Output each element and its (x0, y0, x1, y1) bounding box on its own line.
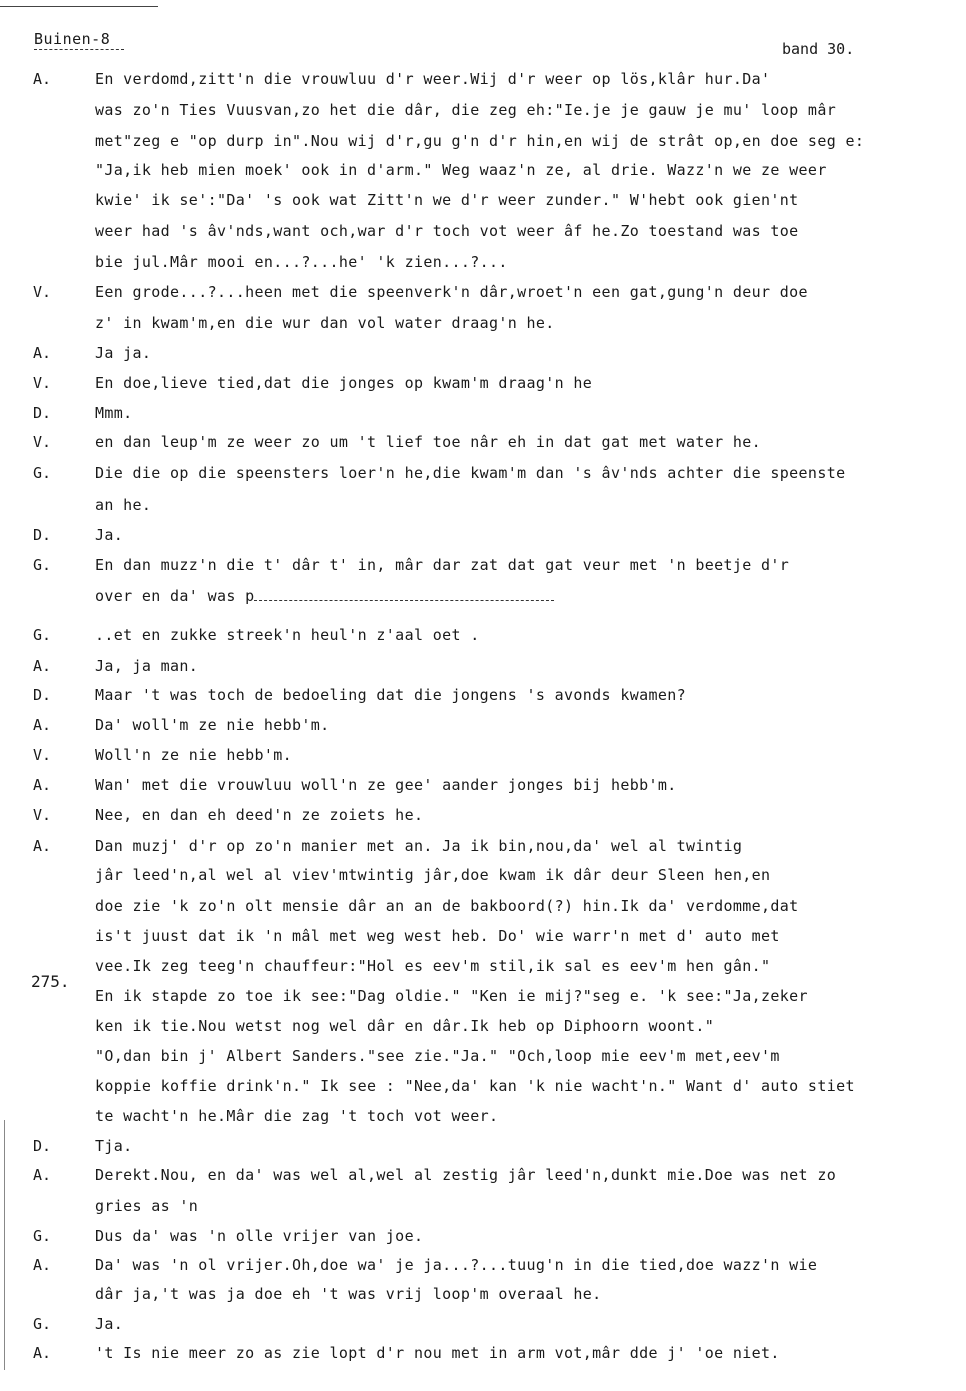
transcript-line: an he. (95, 496, 152, 514)
transcript-line: z' in kwam'm,en die wur dan vol water draag'n he. (95, 314, 555, 332)
speaker-label: G. (33, 464, 52, 482)
transcript-line: Die die op die speensters loer'n he,die kwam'm dan 's âv'nds achter die speenste (95, 464, 846, 482)
transcript-line: en dan leup'm ze weer zo um 't lief toe nâr eh in dat gat met water he. (95, 433, 762, 451)
transcript-line: Maar 't was toch de bedoeling dat die jongens 's avonds kwamen? (95, 686, 686, 704)
transcript-line: Wan' met die vrouwluu woll'n ze gee' aander jonges bij hebb'm. (95, 776, 677, 794)
transcript-line: vee.Ik zeg teeg'n chauffeur:"Hol es eev'm stil,ik sal es eev'm hen gân." (95, 957, 771, 975)
speaker-label: G. (33, 1315, 52, 1333)
document-title-text: Buinen-8 (34, 30, 111, 48)
transcript-line: kwie' ik se':"Da' 's ook wat Zitt'n we d'r weer zunder." W'hebt ook gien'nt (95, 191, 799, 209)
transcript-line: "O,dan bin j' Albert Sanders."see zie."Ja." "Och,loop mie eev'm met,eev'm (95, 1047, 780, 1065)
transcript-line: Da' woll'm ze nie hebb'm. (95, 716, 330, 734)
speaker-label: D. (33, 526, 52, 544)
speaker-label: G. (33, 556, 52, 574)
transcript-line: En doe,lieve tied,dat die jonges op kwam'm draag'n he (95, 374, 593, 392)
transcript-line: ken ik tie.Nou wetst nog wel dâr en dâr.Ik heb op Diphoorn woont." (95, 1017, 715, 1035)
title-underline (34, 49, 124, 50)
transcript-line: is't juust dat ik 'n mâl met weg west heb. Do' wie warr'n met d' auto met (95, 927, 780, 945)
band-label: band 30. (782, 40, 855, 58)
transcript-line: Nee, en dan eh deed'n ze zoiets he. (95, 806, 424, 824)
transcript-line: jâr leed'n,al wel al viev'mtwintig jâr,doe kwam ik dâr deur Sleen hen,en (95, 866, 771, 884)
speaker-label: A. (33, 1166, 52, 1184)
speaker-label: V. (33, 433, 52, 451)
transcript-line: "Ja,ik heb mien moek' ook in d'arm." Weg waaz'n ze, al drie. Wazz'n we ze weer (95, 161, 827, 179)
speaker-label: A. (33, 776, 52, 794)
page-reference: 275. (31, 972, 70, 991)
transcript-line: Een grode...?...heen met die speenverk'n dâr,wroet'n een gat,gung'n deur doe (95, 283, 808, 301)
transcript-line (95, 587, 554, 605)
transcript-line: 't Is nie meer zo as zie lopt d'r nou met in arm vot,mâr dde j' 'oe niet. (95, 1344, 780, 1362)
transcript-line: dâr ja,'t was ja doe eh 't was vrij loop'm overaal he. (95, 1285, 602, 1303)
transcript-line: was zo'n Ties Vuusvan,zo het die dâr, die zeg eh:"Ie.je je gauw je mu' loop mâr (95, 101, 837, 119)
document-title (34, 30, 110, 48)
speaker-label: V. (33, 374, 52, 392)
speaker-label: G. (33, 626, 52, 644)
speaker-label: A. (33, 657, 52, 675)
speaker-label: V. (33, 283, 52, 301)
transcript-line: doe zie 'k zo'n olt mensie dâr an an de bakboord(?) hin.Ik da' verdomme,dat (95, 897, 799, 915)
transcript-line: En ik stapde zo toe ik see:"Dag oldie." "Ken ie mij?"seg e. 'k see:"Ja,zeker (95, 987, 808, 1005)
transcript-line: te wacht'n he.Mâr die zag 't toch vot weer. (95, 1107, 499, 1125)
transcript-line: Ja, ja man. (95, 657, 199, 675)
speaker-label: V. (33, 806, 52, 824)
speaker-label: V. (33, 746, 52, 764)
transcript-line: En dan muzz'n die t' dâr t' in, mâr dar zat dat gat veur met 'n beetje d'r (95, 556, 790, 574)
transcript-line: Ja. (95, 526, 124, 544)
transcript-line: bie jul.Mâr mooi en...?...he' 'k zien...?... (95, 253, 508, 271)
blank-rule (254, 588, 554, 601)
speaker-label: A. (33, 837, 52, 855)
transcript-line: Mmm. (95, 404, 133, 422)
speaker-label: A. (33, 1256, 52, 1274)
transcript-line: koppie koffie drink'n." Ik see : "Nee,da' kan 'k nie wacht'n." Want d' auto stiet (95, 1077, 855, 1095)
top-rule (0, 6, 158, 7)
margin-rule (4, 1120, 5, 1370)
transcript-line: ..et en zukke streek'n heul'n z'aal oet . (95, 626, 480, 644)
transcript-line: Dan muzj' d'r op zo'n manier met an. Ja ik bin,nou,da' wel al twintig (95, 837, 743, 855)
speaker-label: A. (33, 344, 52, 362)
speaker-label: A. (33, 716, 52, 734)
speaker-label: D. (33, 686, 52, 704)
transcript-line: weer had 's âv'nds,want och,war d'r toch vot weer âf he.Zo toestand was toe (95, 222, 799, 240)
transcript-line: Woll'n ze nie hebb'm. (95, 746, 292, 764)
transcript-line: gries as 'n (95, 1197, 199, 1215)
transcript-line: Ja ja. (95, 344, 152, 362)
transcript-line: Derekt.Nou, en da' was wel al,wel al zestig jâr leed'n,dunkt mie.Doe was net zo (95, 1166, 837, 1184)
speaker-label: A. (33, 1344, 52, 1362)
transcript-line: Da' was 'n ol vrijer.Oh,doe wa' je ja...?...tuug'n in die tied,doe wazz'n wie (95, 1256, 818, 1274)
transcript-line: Tja. (95, 1137, 133, 1155)
transcript-line: Dus da' was 'n olle vrijer van joe. (95, 1227, 424, 1245)
transcript-line: met"zeg e "op durp in".Nou wij d'r,gu g'n d'r hin,en wij de strât op,en doe seg e: (95, 132, 865, 150)
transcript-line: En verdomd,zitt'n die vrouwluu d'r weer.Wij d'r weer op lös,klâr hur.Da' (95, 70, 771, 88)
transcript-line: Ja. (95, 1315, 124, 1333)
speaker-label: D. (33, 404, 52, 422)
transcript-line-text: over en da' was p (95, 587, 255, 605)
speaker-label: D. (33, 1137, 52, 1155)
speaker-label: G. (33, 1227, 52, 1245)
speaker-label: A. (33, 70, 52, 88)
